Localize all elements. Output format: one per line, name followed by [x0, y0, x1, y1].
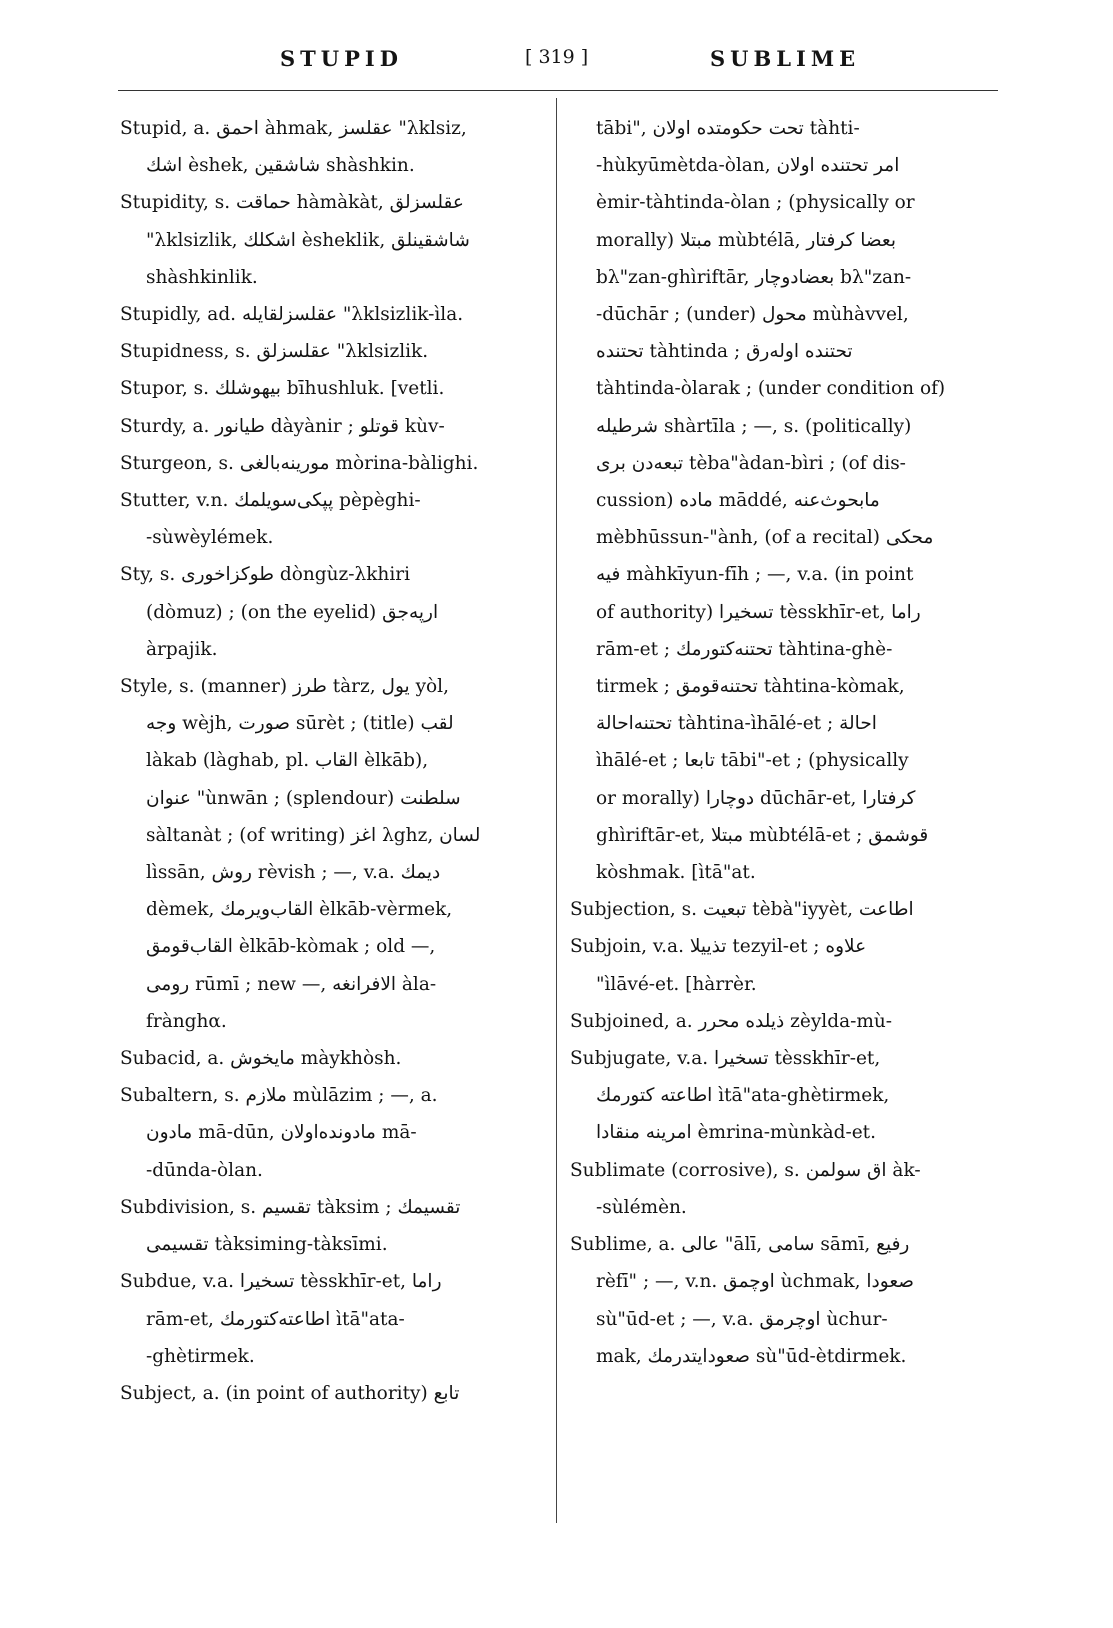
dictionary-line: -sùwèylémek. — [146, 527, 274, 549]
dictionary-line: رومى rūmī ; new —, الافرانغه àla- — [146, 973, 437, 995]
dictionary-line: -dūchār ; (under) محول mùhàvvel, — [596, 304, 909, 326]
dictionary-line: èmir-tàhtinda-òlan ; (physically or — [596, 192, 915, 214]
dictionary-line: Stupidly, ad. عقلسزلقايله "λklsizlik-ìla. — [120, 304, 464, 326]
dictionary-line: àrpajik. — [146, 638, 218, 660]
dictionary-line: وجه wèjh, صورت sūrèt ; (title) لقب — [146, 713, 454, 735]
right-column — [570, 110, 998, 1375]
dictionary-line: shàshkinlik. — [146, 266, 258, 288]
dictionary-line: عنوان "ùnwān ; (splendour) سلطنت — [146, 787, 461, 809]
dictionary-line: sàltanàt ; (of writing) اغز λghz, لسان — [146, 824, 481, 846]
dictionary-line: Subdue, v.a. تسخيرا tèsskhīr-et, راما — [120, 1271, 442, 1293]
dictionary-line: frànghα. — [146, 1010, 227, 1032]
dictionary-line: Subacid, a. مايخوش màykhòsh. — [120, 1048, 402, 1070]
dictionary-line: Sturdy, a. طيانور dàyànir ; قوتلو kùv- — [120, 415, 445, 437]
dictionary-line: rām-et ; تحتنه‌كتورمك tàhtina-ghè- — [596, 638, 893, 660]
dictionary-line: Subjoin, v.a. تذييلا tezyil-et ; علاوه — [570, 936, 867, 958]
dictionary-line: sù"ūd-et ; —, v.a. اوچرمق ùchur- — [596, 1308, 888, 1330]
dictionary-line: Sublime, a. عالى "ālī, سامى sāmī, رفيع — [570, 1234, 910, 1256]
dictionary-line: اطاعته كتورمك ìtā"ata-ghètirmek, — [596, 1085, 890, 1107]
dictionary-line: rām-et, اطاعته‌كتورمك ìtā"ata- — [146, 1308, 405, 1330]
dictionary-line: tābi", تحت حكومتده اولان tàhti- — [596, 118, 860, 139]
dictionary-line: فيه màhkīyun-fīh ; —, v.a. (in point — [596, 564, 914, 586]
dictionary-line: Stutter, v.n. پپكى‌سويلمك pèpèghi- — [120, 490, 421, 512]
dictionary-line: -sùlémèn. — [596, 1196, 687, 1218]
dictionary-line: Stupor, s. بيهوشلك bīhushluk. [vetli. — [120, 378, 445, 400]
dictionary-line: Style, s. (manner) طرز tàrz, يول yòl, — [120, 676, 449, 698]
dictionary-line: rèfī" ; —, v.n. اوچمق ùchmak, صعودا — [596, 1271, 914, 1293]
dictionary-line: mèbhūssun-"ành, (of a recital) محكى — [596, 527, 934, 549]
dictionary-line: Subjugate, v.a. تسخيرا tèsskhīr-et, — [570, 1048, 881, 1070]
header-rule — [118, 90, 998, 91]
dictionary-line: Stupidness, s. عقلسزلق "λklsizlik. — [120, 341, 429, 363]
dictionary-line: ghìriftār-et, مبتلا mùbtélā-et ; قوشمق — [596, 824, 929, 846]
dictionary-line: تقسيمى tàksiming-tàksīmi. — [146, 1234, 388, 1256]
dictionary-line: ìhālé-et ; تابعا tābi"-et ; (physically — [596, 750, 909, 772]
dictionary-line: or morally) دوچارا dūchār-et, كرفتارا — [596, 787, 916, 809]
dictionary-line: tirmek ; تحتنه‌قومق tàhtina-kòmak, — [596, 676, 905, 698]
dictionary-line: امرينه منقادا èmrina-mùnkàd-et. — [596, 1122, 876, 1144]
dictionary-line: Subjoined, a. ذيلده محرر zèylda-mù- — [570, 1010, 893, 1032]
dictionary-line: (dòmuz) ; (on the eyelid) ارپه‌جق — [146, 601, 439, 623]
dictionary-line: تحتنده tàhtinda ; تحتنده اوله‌رق — [596, 341, 853, 363]
page-number: [ 319 ] — [525, 46, 589, 68]
dictionary-line: làkab (làghab, pl. القاب èlkāb), — [146, 750, 429, 772]
dictionary-line: mak, صعودايتدرمك sù"ūd-ètdirmek. — [596, 1345, 907, 1367]
dictionary-line: "λklsizlik, اشكلك èsheklik, شاشقينلق — [146, 229, 470, 251]
column-divider — [556, 98, 557, 1523]
dictionary-line: Sturgeon, s. مورينه‌بالغى mòrina-bàlighi. — [120, 452, 479, 474]
dictionary-line: "ìlāvé-et. [hàrrèr. — [596, 973, 757, 995]
dictionary-line: القاب‌قومق èlkāb-kòmak ; old —, — [146, 936, 436, 958]
dictionary-line: Stupid, a. احمق àhmak, عقلسز "λklsiz, — [120, 118, 467, 139]
dictionary-line: lìssān, روش rèvish ; —, v.a. ديمك — [146, 862, 441, 884]
dictionary-line: of authority) تسخيرا tèsskhīr-et, راما — [596, 601, 921, 623]
dictionary-line: Subaltern, s. ملازم mùlāzim ; —, a. — [120, 1085, 438, 1107]
dictionary-line: -hùkyūmètda-òlan, امر تحتنده اولان — [596, 155, 900, 177]
dictionary-line: -dūnda-òlan. — [146, 1159, 263, 1181]
dictionary-line: Subdivision, s. تقسيم tàksim ; تقسيمك — [120, 1196, 461, 1218]
dictionary-line: dèmek, القاب‌ويرمك èlkāb-vèrmek, — [146, 899, 453, 921]
dictionary-line: cussion) ماده māddé, مابحوث‌عنه — [596, 490, 880, 512]
page-header — [120, 46, 1000, 82]
dictionary-line: تحتنه‌احالة tàhtina-ìhālé-et ; احالة — [596, 713, 877, 735]
dictionary-line: تبعه‌دن برى tèba"àdan-bìri ; (of dis- — [596, 452, 906, 474]
dictionary-line: Subject, a. (in point of authority) تابع — [120, 1382, 460, 1404]
dictionary-line: Sublimate (corrosive), s. اق سولمن àk- — [570, 1159, 921, 1181]
left-column — [120, 110, 548, 1412]
dictionary-line: -ghètirmek. — [146, 1345, 255, 1367]
dictionary-line: kòshmak. [ìtā"at. — [596, 862, 756, 884]
dictionary-line: morally) مبتلا mùbtélā, بعضا كرفتار — [596, 229, 896, 251]
dictionary-line: Subjection, s. تبعيت tèbà"iyyèt, اطاعت — [570, 899, 914, 921]
dictionary-line: Stupidity, s. حماقت hàmàkàt, عقلسزلق — [120, 192, 464, 214]
dictionary-line: شرطيله shàrtīla ; —, s. (politically) — [596, 415, 912, 437]
header-right-word: SUBLIME — [710, 46, 861, 71]
dictionary-line: اشك èshek, شاشقين shàshkin. — [146, 155, 415, 177]
dictionary-line: bλ"zan-ghìriftār, بعضادوچار bλ"zan- — [596, 266, 912, 288]
dictionary-line: مادون mā-dūn, مادونده‌اولان mā- — [146, 1122, 417, 1144]
dictionary-line: tàhtinda-òlarak ; (under condition of) — [596, 378, 946, 400]
header-left-word: STUPID — [280, 46, 403, 71]
dictionary-line: Sty, s. طوكزاخورى dòngùz-λkhiri — [120, 564, 411, 586]
